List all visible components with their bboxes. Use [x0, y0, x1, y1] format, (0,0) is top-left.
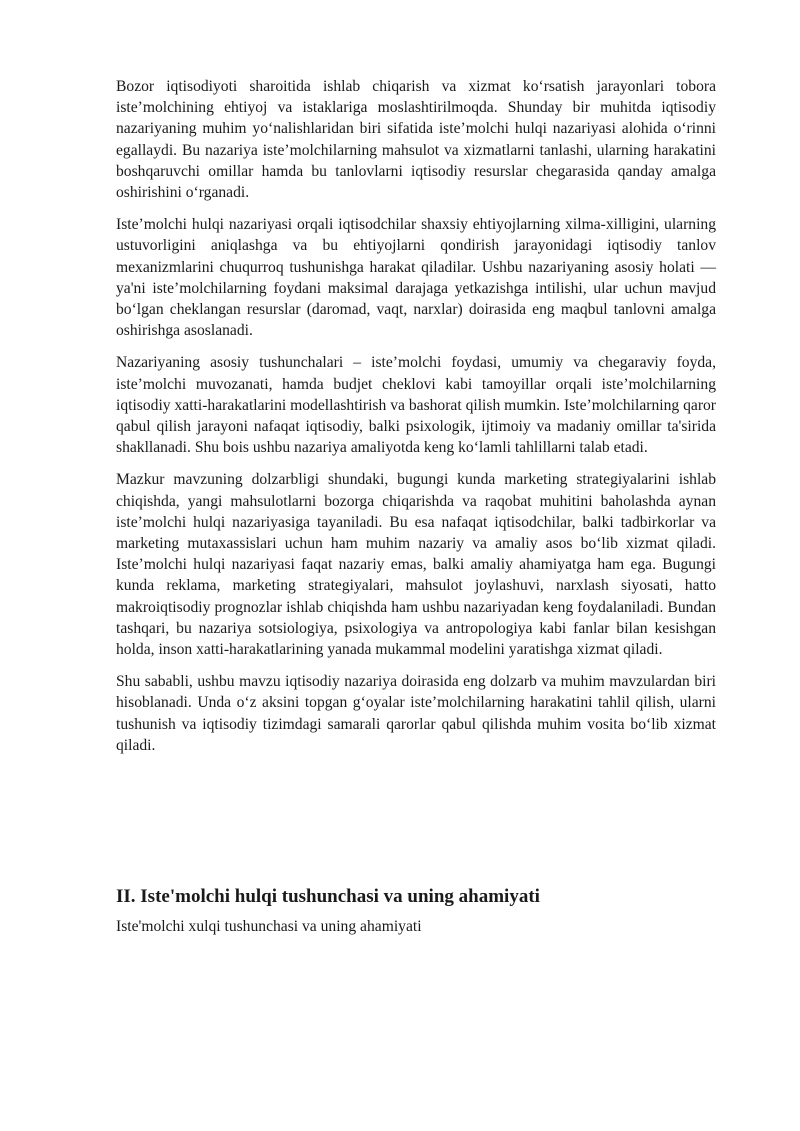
paragraph-intro: Bozor iqtisodiyoti sharoitida ishlab chiqarish va xizmat ko‘rsatish jarayonlari tobora iste’molchining ehtiyoj va istaklariga moslashtirilmoqda. Shunday bir muhitda iqtisodiy nazariyaning muhim yo‘nalishlaridan biri sifatida iste’molchi hulqi nazariyasi alohida o‘rinni egallaydi. Bu nazariya iste’molchilarning mahsulot va xizmatlarni tanlashi, ularning harakatini boshqaruvchi omillar hamda bu tanlovlarni iqtisodiy resurslar chegarasida qanday amalga oshirishini o‘rganadi.: [116, 78, 716, 202]
section-heading: II. Iste'molchi hulqi tushunchasi va uning ahamiyati: [116, 886, 540, 908]
section-subtitle: Iste'molchi xulqi tushunchasi va uning ahamiyati: [116, 918, 422, 936]
paragraph-conclusion: Shu sababli, ushbu mavzu iqtisodiy nazariya doirasida eng dolzarb va muhim mavzulardan biri hisoblanadi. Unda o‘z aksini topgan g‘oyalar iste’molchilarning harakatini tahlil qilish, ularni tushunish va iqtisodiy tizimdagi samarali qarorlar qabul qilishda muhim vosita bo‘lib xizmat qiladi.: [116, 673, 716, 754]
paragraph-concepts: Nazariyaning asosiy tushunchalari – iste’molchi foydasi, umumiy va chegaraviy foyda, iste’molchi muvozanati, hamda budjet cheklovi kabi tamoyillar orqali iste’molchilarning iqtisodiy xatti-harakatlarini modellashtirish va bashorat qilish mumkin. Iste’molchilarning qaror qabul qilish jarayoni nafaqat iqtisodiy, balki psixologik, ijtimoiy va madaniy omillar ta'sirida shakllanadi. Shu bois ushbu nazariya amaliyotda keng ko‘lamli tahlillarni talab etadi.: [116, 354, 716, 457]
paragraph-relevance: Mazkur mavzuning dolzarbligi shundaki, bugungi kunda marketing strategiyalarini ishlab chiqishda, yangi mahsulotlarni bozorga chiqarishda va raqobat muhitini baholashda aynan iste’molchi hulqi nazariyasiga tayaniladi. Bu esa nafaqat iqtisodchilar, balki tadbirkorlar va marketing mutaxassislari uchun ham muhim nazariy va amaliy asos bo‘lib xizmat qiladi. Iste’molchi hulqi nazariyasi faqat nazariy emas, balki amaliy ahamiyatga ham ega. Bugungi kunda reklama, marketing strategiyalari, mahsulot joylashuvi, narxlash siyosati, hatto makroiqtisodiy prognozlar ishlab chiqishda ham ushbu nazariyadan keng foydalaniladi. Bundan tashqari, bu nazariya sotsiologiya, psixologiya va antropologiya kabi fanlar bilan kesishgan holda, inson xatti-harakatlarining yanada mukammal modelini yaratishga xizmat qiladi.: [116, 471, 716, 659]
paragraph-theory: Iste’molchi hulqi nazariyasi orqali iqtisodchilar shaxsiy ehtiyojlarning xilma-xilligini, ularning ustuvorligini aniqlashga va bu ehtiyojlarni qondirish jarayonidagi iqtisodiy tanlov mexanizmlarini chuqurroq tushunishga harakat qiladilar. Ushbu nazariyaning asosiy holati — ya'ni iste’molchilarning foydani maksimal darajaga yetkazishga intilishi, ular uchun mavjud bo‘lgan cheklangan resurslar (daromad, vaqt, narxlar) doirasida eng maqbul tanlovni amalga oshirishga asoslanadi.: [116, 216, 716, 340]
